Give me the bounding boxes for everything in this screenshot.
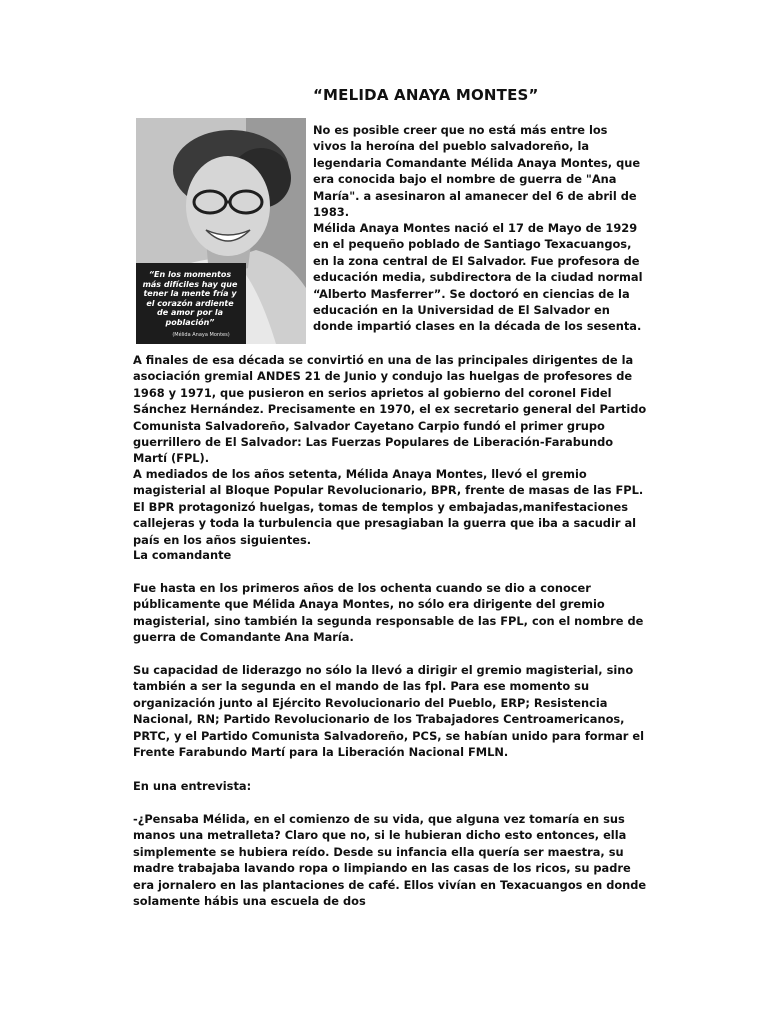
paragraph-interview: -¿Pensaba Mélida, en el comienzo de su vida, que alguna vez tomaría en sus manos una metralleta? Claro que no, si le hubieran dicho esto entonces, ella simplemente se hubiera reído. Desde su infancia ella quería ser maestra, su madre trabajaba lavando ropa o limpiando en las casas de los ricos, su padre era jornalero en las plantaciones de café. Ellos vivían en Texacuangos en donde solamente hábis una escuela de dos xyxy=(133,812,647,909)
paragraph-intro: No es posible creer que no está más entre los vivos la heroína del pueblo salvadoreño, la legendaria Comandante Mélida Anaya Montes, que era conocida bajo el nombre de guerra de "Ana María". a asesinaron al amanecer del 6 de abril de 1983. xyxy=(313,123,641,220)
photo-attribution: (Mélida Anaya Montes) xyxy=(172,332,230,338)
section-heading-entrevista: En una entrevista: xyxy=(133,779,252,793)
paragraph-andes: A finales de esa década se convirtió en una de las principales dirigentes de la asociación gremial ANDES 21 de Junio y condujo las huelgas de profesores de 1968 y 1971, que pusieron en serios aprietos al gobierno del coronel Fidel Sánchez Hernández. Precisamente en 1970, el ex secretario general del Partido Comunista Salvadoreño, Salvador Cayetano Carpio fundó el primer grupo guerrillero de El Salvador: Las Fuerzas Populares de Liberación-Farabundo Martí (FPL). xyxy=(133,353,647,466)
paragraph-bpr: A mediados de los años setenta, Mélida Anaya Montes, llevó el gremio magisterial al Bloque Popular Revolucionario, BPR, frente de masas de las FPL. El BPR protagonizó huelgas, tomas de templos y embajadas,manifestaciones callejeras y toda la turbulencia que presagiaban la guerra que iba a sacudir al país en los años siguientes. xyxy=(133,467,644,547)
document-title: “MELIDA ANAYA MONTES” xyxy=(313,86,539,104)
portrait-photo xyxy=(136,118,306,344)
paragraph-liderazgo: Su capacidad de liderazgo no sólo la llevó a dirigir el gremio magisterial, sino también a ser la segunda en el mando de las fpl. Para ese momento su organización junto al Ejército Revolucionario del Pueblo, ERP; Resistencia Nacional, RN; Partido Revolucionario de los Trabajadores Centroamericanos, PRTC, y el Partido Comunista Salvadoreño, PCS, se habían unido para formar el Frente Farabundo Martí para la Liberación Nacional FMLN. xyxy=(133,663,645,760)
paragraph-ochenta: Fue hasta en los primeros años de los ochenta cuando se dio a conocer públicamente que Mélida Anaya Montes, no sólo era dirigente del gremio magisterial, sino también la segunda responsable de las FPL, con el nombre de guerra de Comandante Ana María. xyxy=(133,581,644,645)
photo-quote: “En los momentos más difíciles hay que tener la mente fría y el corazón ardiente de amor por la población” xyxy=(142,270,238,327)
paragraph-birth: Mélida Anaya Montes nació el 17 de Mayo de 1929 en el pequeño poblado de Santiago Texacuangos, en la zona central de El Salvador. Fue profesora de educación media, subdirectora de la ciudad normal “Alberto Masferrer”. Se doctoró en ciencias de la educación en la Universidad de El Salvador en donde impartió clases en la década de los sesenta. xyxy=(313,221,643,334)
section-heading-comandante: La comandante xyxy=(133,548,232,562)
